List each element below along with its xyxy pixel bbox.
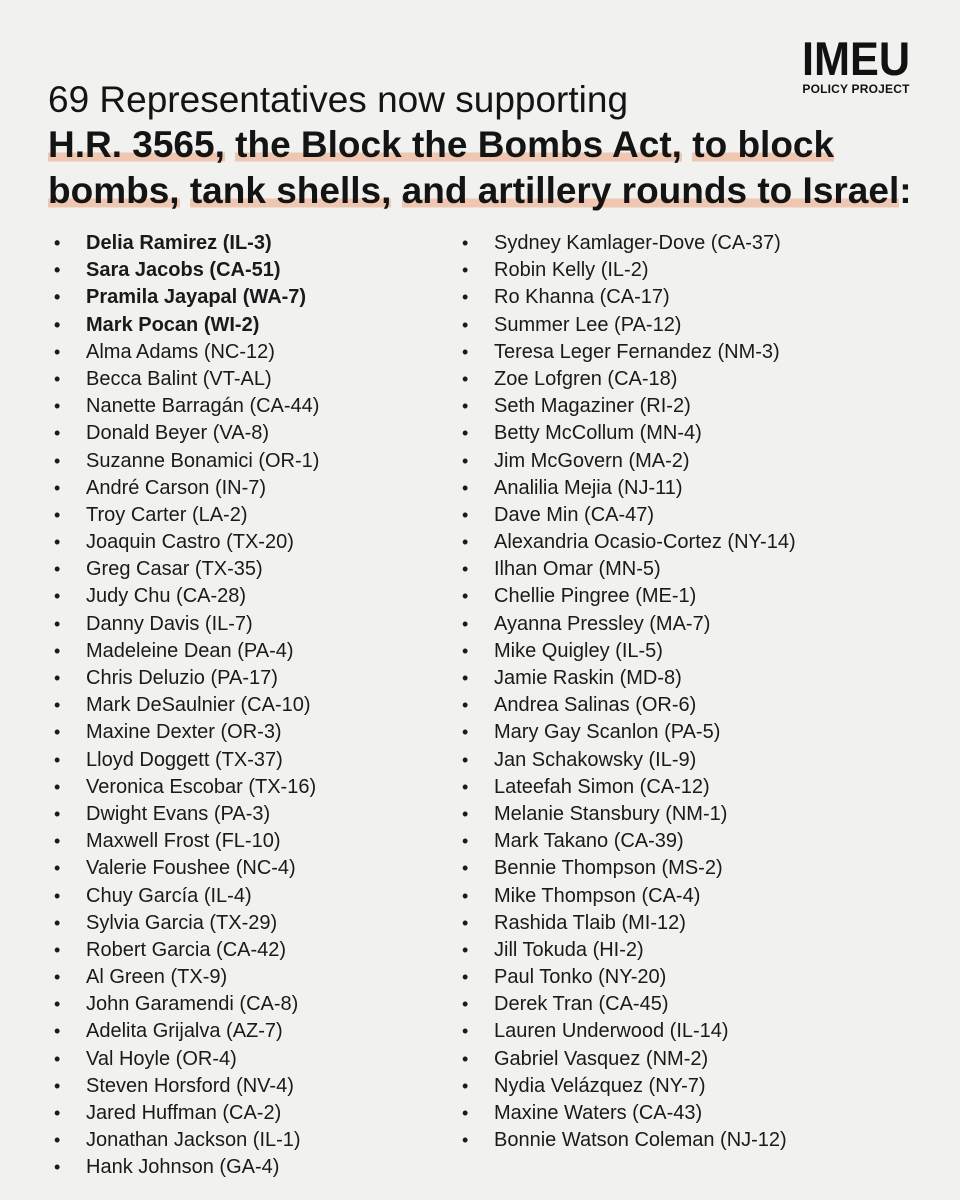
representative-item: • Ro Khanna (CA-17): [462, 284, 922, 311]
representative-item: • Lloyd Doggett (TX-37): [54, 747, 454, 774]
representative-item: • Jamie Raskin (MD-8): [462, 665, 922, 692]
representative-item: • Mark DeSaulnier (CA-10): [54, 692, 454, 719]
representative-item: • Greg Casar (TX-35): [54, 556, 454, 583]
representative-item: • Jared Huffman (CA-2): [54, 1100, 454, 1127]
representative-item: • Gabriel Vasquez (NM-2): [462, 1046, 922, 1073]
representative-item: • Veronica Escobar (TX-16): [54, 774, 454, 801]
representative-item: • Mark Takano (CA-39): [462, 828, 922, 855]
representative-item: • Chellie Pingree (ME-1): [462, 583, 922, 610]
representatives-list-right: [462, 230, 922, 1154]
representative-item: • John Garamendi (CA-8): [54, 991, 454, 1018]
headline-highlight: and artillery rounds to Israel: [401, 170, 900, 211]
representative-item: • Derek Tran (CA-45): [462, 991, 922, 1018]
headline-space: [682, 124, 692, 165]
representative-item: • Hank Johnson (GA-4): [54, 1154, 454, 1181]
headline-highlight: to block: [692, 124, 835, 165]
representative-item: • Valerie Foushee (NC-4): [54, 855, 454, 882]
representative-item: • Jonathan Jackson (IL-1): [54, 1127, 454, 1154]
headline-space: [225, 124, 235, 165]
headline-space: [391, 170, 401, 211]
representative-item: • Steven Horsford (NV-4): [54, 1073, 454, 1100]
representative-item: • Lauren Underwood (IL-14): [462, 1018, 922, 1045]
representative-item: • Rashida Tlaib (MI-12): [462, 910, 922, 937]
representative-item: • Alexandria Ocasio-Cortez (NY-14): [462, 529, 922, 556]
representative-item: • Madeleine Dean (PA-4): [54, 638, 454, 665]
headline-highlight: the Block the Bombs Act,: [235, 124, 682, 165]
representative-item: • Sylvia Garcia (TX-29): [54, 910, 454, 937]
representative-item: • Sara Jacobs (CA-51): [54, 257, 454, 284]
representative-item: • Val Hoyle (OR-4): [54, 1046, 454, 1073]
representative-item: • Teresa Leger Fernandez (NM-3): [462, 339, 922, 366]
headline-highlight: H.R. 3565,: [48, 124, 225, 165]
representative-item: • Alma Adams (NC-12): [54, 339, 454, 366]
representative-item: • Mary Gay Scanlon (PA-5): [462, 719, 922, 746]
representative-item: • Danny Davis (IL-7): [54, 611, 454, 638]
headline-highlight: bombs,: [48, 170, 180, 211]
representative-item: • Bonnie Watson Coleman (NJ-12): [462, 1127, 922, 1154]
representative-item: • Nydia Velázquez (NY-7): [462, 1073, 922, 1100]
representative-item: • Donald Beyer (VA-8): [54, 420, 454, 447]
representative-item: • Maxwell Frost (FL-10): [54, 828, 454, 855]
representative-item: • Pramila Jayapal (WA-7): [54, 284, 454, 311]
representative-item: • Chris Deluzio (PA-17): [54, 665, 454, 692]
representative-item: • Robin Kelly (IL-2): [462, 257, 922, 284]
representative-item: • Betty McCollum (MN-4): [462, 420, 922, 447]
representative-item: • Analilia Mejia (NJ-11): [462, 475, 922, 502]
logo-wordmark: IMEU: [801, 32, 911, 85]
logo-subtitle: POLICY PROJECT: [802, 82, 910, 96]
representative-item: • Nanette Barragán (CA-44): [54, 393, 454, 420]
headline-colon: :: [899, 170, 912, 211]
representatives-list-left: [54, 230, 454, 1182]
representative-item: • Troy Carter (LA-2): [54, 502, 454, 529]
representative-item: • Melanie Stansbury (NM-1): [462, 801, 922, 828]
representative-item: • Summer Lee (PA-12): [462, 312, 922, 339]
representative-item: • Zoe Lofgren (CA-18): [462, 366, 922, 393]
representative-item: • Jan Schakowsky (IL-9): [462, 747, 922, 774]
representative-item: • Ayanna Pressley (MA-7): [462, 611, 922, 638]
representative-item: • Adelita Grijalva (AZ-7): [54, 1018, 454, 1045]
representative-item: • Mark Pocan (WI-2): [54, 312, 454, 339]
headline-line-2: [48, 122, 928, 168]
representative-item: • Delia Ramirez (IL-3): [54, 230, 454, 257]
representative-item: • Andrea Salinas (OR-6): [462, 692, 922, 719]
representative-item: • Sydney Kamlager-Dove (CA-37): [462, 230, 922, 257]
representative-item: • Paul Tonko (NY-20): [462, 964, 922, 991]
representative-item: • Joaquin Castro (TX-20): [54, 529, 454, 556]
representative-item: • Robert Garcia (CA-42): [54, 937, 454, 964]
representative-item: • Ilhan Omar (MN-5): [462, 556, 922, 583]
headline: [48, 78, 928, 214]
representative-item: • Maxine Dexter (OR-3): [54, 719, 454, 746]
representative-item: • Dwight Evans (PA-3): [54, 801, 454, 828]
headline-line-1: 69 Representatives now supporting: [48, 79, 629, 120]
headline-line-3: [48, 168, 928, 214]
representative-item: • Suzanne Bonamici (OR-1): [54, 448, 454, 475]
representative-item: • Al Green (TX-9): [54, 964, 454, 991]
representative-item: • Judy Chu (CA-28): [54, 583, 454, 610]
representative-item: • André Carson (IN-7): [54, 475, 454, 502]
representative-item: • Seth Magaziner (RI-2): [462, 393, 922, 420]
representative-item: • Dave Min (CA-47): [462, 502, 922, 529]
representative-item: • Bennie Thompson (MS-2): [462, 855, 922, 882]
representative-item: • Jim McGovern (MA-2): [462, 448, 922, 475]
representative-item: • Jill Tokuda (HI-2): [462, 937, 922, 964]
representative-item: • Mike Thompson (CA-4): [462, 883, 922, 910]
representative-item: • Mike Quigley (IL-5): [462, 638, 922, 665]
representative-item: • Becca Balint (VT-AL): [54, 366, 454, 393]
headline-highlight: tank shells,: [189, 170, 392, 211]
headline-space: [180, 170, 190, 211]
representative-item: • Lateefah Simon (CA-12): [462, 774, 922, 801]
representative-item: • Maxine Waters (CA-43): [462, 1100, 922, 1127]
representative-item: • Chuy García (IL-4): [54, 883, 454, 910]
